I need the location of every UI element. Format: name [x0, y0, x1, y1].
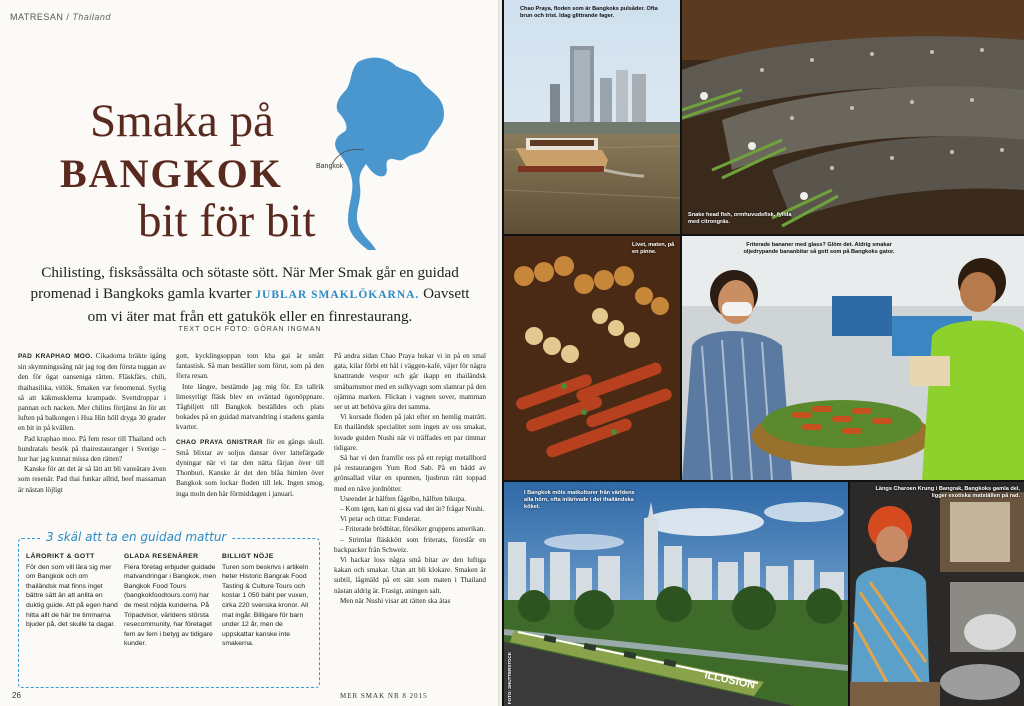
headline-line2: BANGKOK	[60, 151, 283, 196]
lead-paragraph	[22, 262, 478, 327]
byline: TEXT OCH FOTO: GÖRAN INGMAN	[178, 326, 322, 333]
right-page	[502, 0, 1024, 706]
col1-subhead: PAD KRAPHAO MOO.	[18, 353, 93, 360]
section-kicker: MATRESAN / Thailand	[10, 12, 111, 22]
map-label: Bangkok	[316, 163, 344, 170]
page-number: 26	[12, 691, 21, 700]
col1-para2: Pad kraphao moo. På fem resor till Thailand och hundratals besök på thairestauranger i Sverige – hur har jag kunnat missa den rätten?	[18, 434, 166, 464]
col2-para3	[176, 437, 324, 499]
col3-para4: Useendet är hälften fågelbo, hälften bikupa.	[340, 494, 466, 503]
col1-text1: Cikadorna bräkte igång sin skymningssång när jag tog den första tuggan av den för ögat oanseniga rätten. Fläskfärs, chili, thaibasilika, vitlök. Smaken var fenomenal. Syrlig så att käkmusklerna krampade. Svettdroppar i pannan och nacken. Mer chilins förtjänst än för att luften på balkongen i Hua Hin höll dryga 30 grader en bit in på kvällen.	[18, 352, 166, 433]
body-column-1	[18, 351, 166, 495]
tip-1	[26, 552, 120, 630]
col2-para1: gott, kycklingsoppan tom kha gai är smått fantastisk. Så man beställer som förut, som på den förra resan.	[176, 352, 324, 381]
banana-vendor-photo	[682, 236, 1024, 480]
col3-para3: Så har vi den framför oss på ett repigt metallbord på restaurangen Yum Rod Sab. På en bädd av grönsallad vilar en spunnen, ljusbrun rätt toppad med en näve jordnötter.	[334, 454, 486, 493]
col3-para8: – Strimlat fläskkött som friterats, föreslår en backpacker från Schweiz.	[334, 535, 486, 554]
skyline-photo	[504, 482, 848, 706]
skewer-caption: Livet, maten, på en pinne.	[632, 242, 675, 255]
headline-line1: Smaka på	[90, 95, 275, 147]
lead-highlight: JUBLAR SMAKLÖKARNA.	[255, 289, 420, 301]
skewer-photo	[504, 236, 680, 480]
col3-para7: – Friterade brödbitar, försöker gruppens amerikan.	[340, 525, 486, 534]
body-column-3	[334, 351, 486, 606]
col3-para9: Vi hackar loss några små bitar av den luftiga kakan och smakar. Utan att bli klokare. Smaken är subtil, lågmäld på ett sätt som maten i Thailand nästan aldrig är. Frasigt, aningen salt.	[334, 556, 486, 595]
skyline-caption: I Bangkok möts matkulturer från världens alla hörn, ofta inlärivade i det thailändska köket.	[524, 490, 635, 510]
section-sub: Thailand	[72, 12, 111, 22]
left-page	[0, 0, 500, 706]
col2-subhead: CHAO PRAYA GNISTRAR	[176, 438, 263, 446]
tip-3	[222, 552, 316, 649]
banana-caption: Friterade bananer med glass? Glöm det. Aldrig smakar oljedrypande bananbitar så gott som på Bangkoks gator.	[743, 242, 895, 255]
tip-2-body: Flera företag erbjuder guidade matvandringar i Bangkok, men Bangkok Food Tours (bangkokfoodtours.com) har de mest nöjda kunderna. På Tripadvisor, världens största resecommunity, har företaget fem av fem i betyg av tidigare kunder.	[124, 563, 217, 648]
col3-para5: – Kom igen, kan ni gissa vad det är? frågar Nushi.	[340, 505, 485, 514]
section-name: MATRESAN	[10, 12, 64, 22]
col3-para10: Men när Nushi visar att rätten ska ätas	[340, 596, 451, 605]
lead-part2: Oavsett om vi äter mat från ett gatukök eller en finrestaurang.	[87, 285, 470, 325]
headline-line3: bit för bit	[138, 195, 316, 247]
market-photo	[850, 482, 1024, 706]
tip-1-body: För den som vill lära sig mer om Bangkok och om thailändsk mat finns inget bättre sätt än att anlita en duktig guide. Att på egen hand hitta allt de här tre timmarna bjuder på, det skulle ta dagar.	[26, 563, 118, 629]
river-photo	[504, 0, 680, 234]
tip-3-heading: BILLIGT NÖJE	[222, 553, 274, 560]
col3-para2: Vi korsade floden på jakt efter en hemlig maträtt. En thailändsk specialitet som ingen av oss smakat, lovade guiden Nushi när vi träffades ett par timmar tidigare.	[334, 413, 486, 452]
col1-para1	[18, 351, 166, 434]
col2-para2: Inte längre, bestämde jag mig för. En tallrik limesyrligt fläsk blev en oväntad ögonöppnare. Tågbiljett till Bangkok beställdes och plats bokades på en guidad matvandring i stadens gamla kvarter.	[176, 382, 324, 432]
col3-para6: Vi petar och tittar. Funderar.	[340, 515, 422, 524]
fish-caption: Snake head fish, ormhuvudsfisk, fyllda med citrongräs.	[688, 212, 792, 225]
col3-para1: På andra sidan Chao Praya hukar vi in på en smal gata, kilar förbi ett hål i väggen-kafé, väjer för några knattrande vespor och går ikapp en thailändsk småbarnsmor med en sulkyvagn som slamrar på den ojämna marken. Flickan i vagnen sover, mamman ser ut att behöva göra det samma.	[334, 352, 486, 412]
col1-para3: Kanske för att det är så lätt att bli vaneätare även som resenär. Pad thai funkar alltid, beef massaman är nästan löjligt	[18, 465, 166, 494]
river-caption: Chao Praya, floden som är Bangkoks pulsåder. Ofta brun och trist. Idag glittrande fager.	[520, 6, 658, 19]
tip-3-body: Turen som beskrivs i artikeln heter Historic Bangrak Food Tasting & Culture Tours och kostar 1 050 baht per vuxen, cirka 220 svenska kronor. All mat ingår. Billigare för barn under 12 år, men de uppskattar kanske inte smakerna.	[222, 563, 309, 648]
body-column-2	[176, 351, 324, 499]
magazine-footer: MER SMAK NR 8 2015	[340, 692, 428, 700]
fish-photo	[682, 0, 1024, 234]
market-caption: Längs Charoen Krung i Bangrak, Bangkoks gamla del, ligger exotiska matställen på rad.	[875, 486, 1020, 499]
tip-2-heading: GLADA RESENÄRER	[124, 553, 199, 560]
tip-2	[124, 552, 218, 649]
photo-credit: FOTO: SHUTTERSTOCK	[507, 652, 512, 705]
train-sign: ILLUSION	[703, 669, 757, 692]
col2-text3: för en gångs skull. Små blixtar av soljus dansar över lattefärgade dyningar när vi tar den nätta färjan över till Thonburi. Kanske är det den blåa himlen över Bangkok som lockar floden till lek. Ingen smog, inga moln den här förmiddagen i januari.	[176, 437, 324, 498]
tips-title: 3 skäl att ta en guidad mattur	[40, 530, 232, 544]
tip-1-heading: LÄRORIKT & GOTT	[26, 553, 95, 560]
lead-part1: Chilisting, fisksåssälta och sötaste sött. När Mer Smak går en guidad promenad i Bangkoks gamla kvarter	[30, 264, 459, 302]
